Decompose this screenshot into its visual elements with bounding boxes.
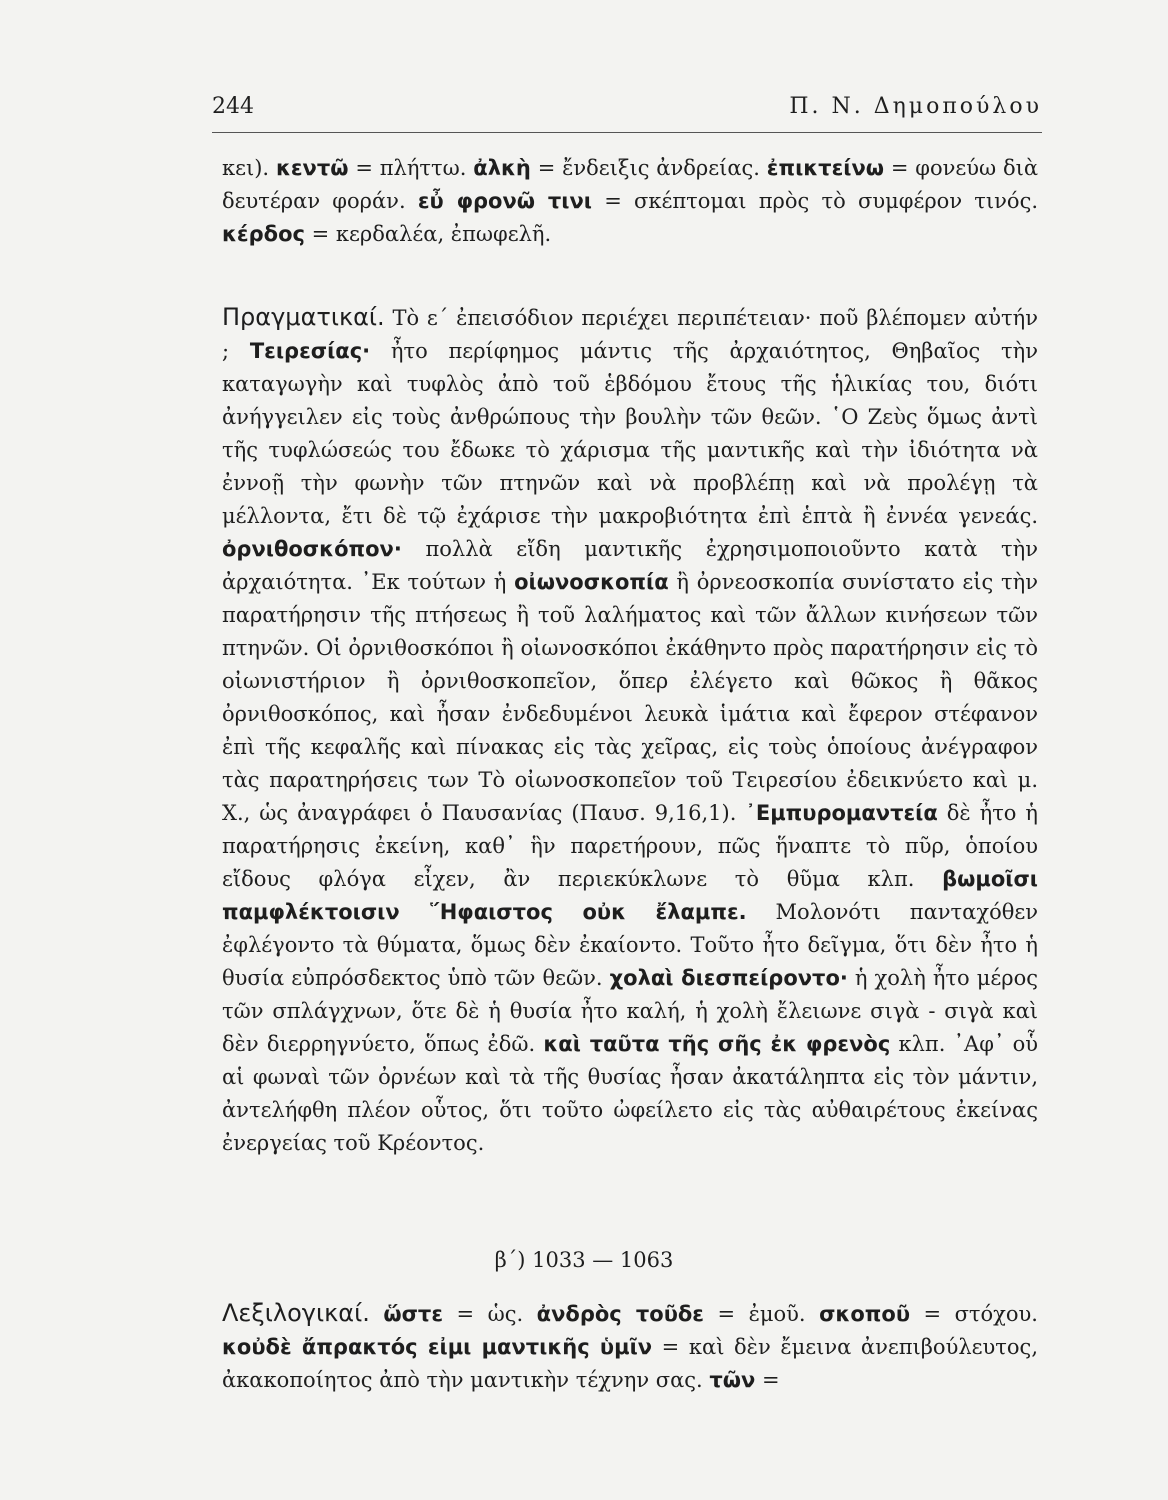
intro-term-2: ἀλκὴ — [473, 156, 531, 180]
intro-term-1: κεντῶ — [275, 156, 349, 180]
lex-text-5: = — [755, 1368, 780, 1392]
prag-term-4: ᾿Εμπυρομαντεία — [745, 801, 938, 825]
prag-text-2: ἦτο περίφημος μάντις τῆς ἀρχαιότητος, Θηβαῖος τὴν καταγωγὴν καὶ τυφλὸς ἀπὸ τοῦ ἑβδόμου ἔτους τῆς ἡλικίας του, διότι ἀνήγγειλεν εἰς τοὺς ἀνθρώπους τὴν βουλὴν τῶν θεῶν. ῾Ο Ζεὺς ὅμως ἀντὶ τῆς τυφλώσεώς του ἔδωκε τὸ χάρισμα τῆς μαντικῆς καὶ τὴν ἰδιότητα νὰ ἐννοῇ τὴν φωνὴν τῶν πτηνῶν καὶ νὰ προβλέπῃ καὶ νὰ προλέγῃ τὰ μέλλοντα, ἔτι δὲ τῷ ἐχάρισε τὴν μακροβιότητα ἐπὶ ἑπτὰ ἢ ἐννέα γενεάς. — [222, 339, 1038, 528]
prag-term-2: ὀρνιθοσκόπον· — [222, 537, 402, 561]
prag-text-1: Τὸ ε΄ ἐπεισόδιον περιέχει περιπέτειαν· ποῦ βλέπομεν αὐτήν ; — [222, 306, 1038, 363]
prag-term-3: οἰωνοσκοπία — [514, 570, 669, 594]
lex-term-2: ἀνδρὸς τοῦδε — [536, 1302, 704, 1326]
lex-term-4: κοὐδὲ ἄπρακτός εἰμι μαντικῆς ὑμῖν — [222, 1335, 653, 1359]
intro-term-5: κέρδος — [222, 222, 305, 246]
pragmatikai-paragraph — [222, 301, 1038, 1160]
section-subheading: β΄) 1033 — 1063 — [494, 1248, 674, 1272]
prag-term-6: χολαὶ διεσπείροντο· — [609, 966, 848, 990]
page-number: 244 — [212, 94, 254, 119]
lex-text-2: = ἐμοῦ. — [704, 1302, 820, 1326]
section-label-lexilogikai: Λεξιλογικαί. — [222, 1299, 370, 1327]
lex-text-4: = καὶ δὲν ἔμεινα ἀνεπιβούλευτος, ἀκακοποίητος ἀπὸ τὴν μαντικὴν τέχνην σας. — [222, 1335, 1038, 1392]
intro-paragraph — [222, 152, 1038, 251]
section-label-pragmatikai: Πραγματικαί. — [222, 303, 385, 331]
prag-term-7: καὶ ταῦτα τῆς σῆς ἐκ φρενὸς — [543, 1032, 891, 1056]
intro-term-3: ἐπικτείνω — [766, 156, 885, 180]
lex-term-3: σκοποῦ — [819, 1302, 910, 1326]
prag-term-5: βωμοῖσι παμφλέκτοισιν ῞Ηφαιστος οὐκ ἔλαμπε. — [222, 867, 1038, 924]
lex-text-1: = ὡς. — [443, 1302, 537, 1326]
page-header — [212, 94, 1042, 133]
prag-text-8: κλπ. ᾿Αφ᾿ οὗ αἱ φωναὶ τῶν ὀρνέων καὶ τὰ τῆς θυσίας ἦσαν ἀκατάληπτα εἰς τὸν μάντιν, ἀντελήφθη πλέον οὗτος, ὅτι τοῦτο ὠφείλετο εἰς τὰς αὐθαιρέτους ἐκείνας ἐνεργείας τοῦ Κρέοντος. — [222, 1032, 1038, 1155]
intro-term-4: εὖ φρονῶ τινι — [417, 189, 592, 213]
lex-term-1: ὥστε — [383, 1302, 444, 1326]
lexilogikai-paragraph — [222, 1297, 1038, 1397]
intro-text-5: = σκέπτομαι πρὸς τὸ συμφέρον τινός. — [591, 189, 1039, 213]
lex-text-3: = στόχου. — [910, 1302, 1038, 1326]
prag-text-6: Μολονότι πανταχόθεν ἐφλέγοντο τὰ θύματα, ὅμως δὲν ἐκαίοντο. Τοῦτο ἦτο δεῖγμα, ὅτι δὲν ἦτο ἡ θυσία εὐπρόσδεκτος ὑπὸ τῶν θεῶν. — [222, 900, 1038, 990]
intro-text-4: = φονεύω διὰ δευτέραν φοράν. — [222, 156, 1038, 213]
prag-text-3: πολλὰ εἴδη μαντικῆς ἐχρησιμοποιοῦντο κατὰ τὴν ἀρχαιότητα. ᾿Εκ τούτων ἡ — [222, 537, 1038, 594]
lex-term-5: τῶν — [709, 1368, 756, 1392]
running-head: Π. Ν. Δημοπούλου — [789, 94, 1042, 119]
prag-text-5: δὲ ἦτο ἡ παρατήρησις ἐκείνη, καθ᾿ ἣν παρετήρουν, πῶς ἥναπτε τὸ πῦρ, ὁποίου εἴδους φλόγα εἶχεν, ἂν περιεκύκλωνε τὸ θῦμα κλπ. — [222, 801, 1038, 891]
prag-text-7: ἡ χολὴ ἦτο μέρος τῶν σπλάγχνων, ὅτε δὲ ἡ θυσία ἦτο καλή, ἡ χολὴ ἔλειωνε σιγὰ - σιγὰ καὶ δὲν διερρηγνύετο, ὅπως ἐδῶ. — [222, 966, 1038, 1056]
intro-text-3: = ἔνδειξις ἀνδρείας. — [530, 156, 767, 180]
intro-text-6: = κερδαλέα, ἐπωφελῆ. — [304, 222, 552, 246]
prag-text-4: ἢ ὀρνεοσκοπία συνίστατο εἰς τὴν παρατήρησιν τῆς πτήσεως ἢ τοῦ λαλήματος καὶ τῶν ἄλλων κινήσεων τῶν πτηνῶν. Οἱ ὀρνιθοσκόποι ἢ οἰωνοσκόποι ἐκάθηντο πρὸς παρατήρησιν εἰς τὸ οἰωνιστήριον ἢ ὀρνιθοσκοπεῖον, ὅπερ ἐλέγετο καὶ θῶκος ἢ θᾶκος ὀρνιθοσκόπος, καὶ ἦσαν ἐνδεδυμένοι λευκὰ ἱμάτια καὶ ἔφερον στέφανον ἐπὶ τῆς κεφαλῆς καὶ πίνακας εἰς τὰς χεῖρας, εἰς τοὺς ὁποίους ἀνέγραφον τὰς παρατηρήσεις των Τὸ οἰωνοσκοπεῖον τοῦ Τειρεσίου ἐδεικνύετο καὶ μ. Χ., ὡς ἀναγράφει ὁ Παυσανίας (Παυσ. 9,16,1). — [222, 570, 1038, 825]
prag-term-1: Τειρεσίας· — [249, 339, 371, 363]
intro-text-1: κει). — [222, 156, 276, 180]
intro-text-2: = πλήττω. — [348, 156, 474, 180]
